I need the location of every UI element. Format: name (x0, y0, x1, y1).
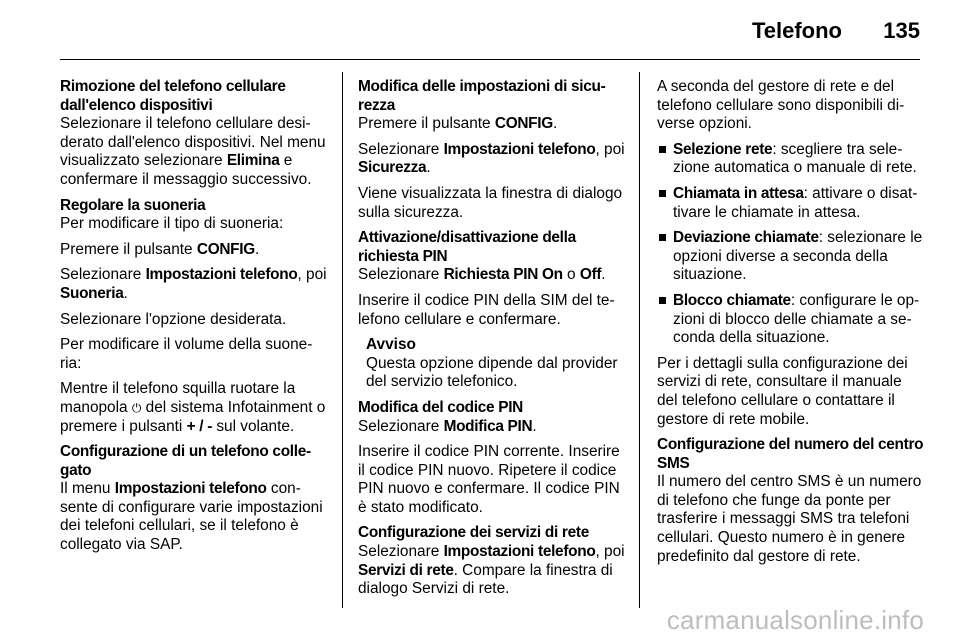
paragraph: Mentre il telefono squilla ruotare la manopola ⏻ del sistema Infotainment o premere i pulsanti + / - sul volante. (60, 380, 326, 435)
section-pin-request (358, 229, 626, 392)
column-divider (639, 72, 640, 608)
ui-term: Servizi di rete (358, 561, 454, 579)
section-change-pin (358, 399, 626, 518)
ui-term: Off (579, 266, 602, 284)
ui-term: Impostazioni telefono (443, 543, 596, 561)
watermark: carmanualsonline.info (666, 605, 924, 635)
paragraph: A seconda del gestore di rete e del telefono cellulare sono disponibili diverse opzioni. (657, 78, 905, 133)
list-item: Chiamata in attesa: attivare o disattivare le chiamate in attesa. (657, 185, 925, 222)
ui-term: Sicurezza (358, 159, 427, 177)
ui-term: Modifica PIN (443, 417, 533, 435)
ui-term: Richiesta PIN On (443, 266, 563, 284)
square-bullet-icon (659, 190, 666, 197)
section-heading: Modifica delle impostazioni di sicurezza (358, 78, 606, 114)
paragraph: Selezionare il telefono cellulare desiderato dall'elenco dispositivi. Nel menu visualizzato selezionare Elimina e confermare il messaggio successivo. (60, 115, 326, 188)
paragraph: Selezionare l'opzione desiderata. (60, 310, 287, 328)
paragraph: Inserire il codice PIN della SIM del telefono cellulare e confermare. (358, 291, 615, 328)
ui-term: Suoneria (60, 284, 124, 302)
paragraph: Selezionare Richiesta PIN On o Off. (358, 266, 606, 284)
section-network-services (358, 524, 626, 598)
paragraph: Premere il pulsante CONFIG. (60, 240, 260, 258)
paragraph: Selezionare Impostazioni telefono, poi Sicurezza. (358, 140, 625, 177)
ui-term: Chiamata in attesa (673, 184, 804, 202)
section-heading: Regolare la suoneria (60, 196, 206, 214)
page-number: 135 (883, 18, 920, 43)
ui-term: Selezione rete (673, 140, 773, 158)
ui-term: Impostazioni telefono (145, 266, 298, 284)
ui-term: Elimina (226, 152, 280, 170)
paragraph: Per modificare il tipo di suoneria: (60, 215, 284, 233)
list-item: Selezione rete: scegliere tra selezione automatica o manuale di rete. (657, 141, 925, 178)
header-divider (60, 59, 920, 60)
paragraph: Il numero del centro SMS è un numero di telefono che funge da ponte per trasferire i messaggi SMS tra telefoni cellulari. Questo numero è in genere predefinito dal gestore di rete. (657, 473, 922, 565)
square-bullet-icon (659, 146, 666, 153)
power-knob-icon: ⏻ (131, 400, 142, 415)
list-item: Deviazione chiamate: selezionare le opzioni diverse a seconda della situazione. (657, 229, 925, 285)
paragraph: Per i dettagli sulla configurazione dei servizi di rete, consultare il manuale del telefono cellulare o contattare il gestore di rete mobile. (657, 354, 908, 428)
section-heading: Configurazione di un telefono collegato (60, 443, 312, 479)
column-2 (358, 78, 626, 606)
section-heading: Attivazione/disattivazione della richiesta PIN (358, 229, 576, 265)
paragraph: Inserire il codice PIN corrente. Inserire il codice PIN nuovo. Ripetere il codice PIN nuovo e confermare. Il codice PIN è stato modificato. (358, 443, 620, 516)
column-1 (60, 78, 328, 562)
ui-term: Impostazioni telefono (114, 480, 267, 498)
paragraph: Selezionare Impostazioni telefono, poi Suoneria. (60, 266, 327, 302)
ui-term: Blocco chiamate (673, 291, 791, 309)
section-remove-phone (60, 78, 328, 190)
paragraph: Selezionare Impostazioni telefono, poi Servizi di rete. Compare la finestra di dialogo Servizi di rete. (358, 543, 625, 598)
section-heading: Modifica del codice PIN (358, 398, 523, 416)
paragraph: Viene visualizzata la finestra di dialogo sulla sicurezza. (358, 184, 623, 221)
section-ringtone (60, 197, 328, 437)
section-heading: Rimozione del telefono cellulare dall'elenco dispositivi (60, 78, 286, 114)
section-sms-center (657, 436, 925, 566)
paragraph: Selezionare Modifica PIN. (358, 417, 537, 435)
notice-box (366, 336, 626, 392)
square-bullet-icon (659, 234, 666, 241)
ui-term: + / - (186, 417, 213, 435)
paragraph: Il menu Impostazioni telefono consente di configurare varie impostazioni dei telefoni cellulari, se il telefono è collegato via SAP. (60, 480, 323, 554)
paragraph: Premere il pulsante CONFIG. (358, 115, 558, 133)
column-3 (657, 78, 925, 573)
section-security (358, 78, 626, 222)
ui-term: CONFIG (196, 240, 255, 258)
column-divider (342, 72, 343, 608)
section-configure-phone (60, 443, 328, 555)
ui-term: Deviazione chiamate (673, 229, 819, 247)
notice-text: Questa opzione dipende dal provider del servizio telefonico. (366, 354, 618, 391)
section-heading: Configurazione del numero del centro SMS (657, 436, 924, 472)
section-heading: Configurazione dei servizi di rete (358, 524, 589, 542)
ui-term: Impostazioni telefono (443, 140, 596, 158)
page-header (0, 0, 960, 56)
square-bullet-icon (659, 297, 666, 304)
ui-term: CONFIG (494, 115, 553, 133)
paragraph: Per modificare il volume della suoneria: (60, 336, 313, 372)
list-item: Blocco chiamate: configurare le opzioni di blocco delle chiamate a seconda della situazione. (657, 292, 925, 348)
notice-title: Avviso (366, 336, 416, 354)
page-title: Telefono (751, 18, 842, 43)
